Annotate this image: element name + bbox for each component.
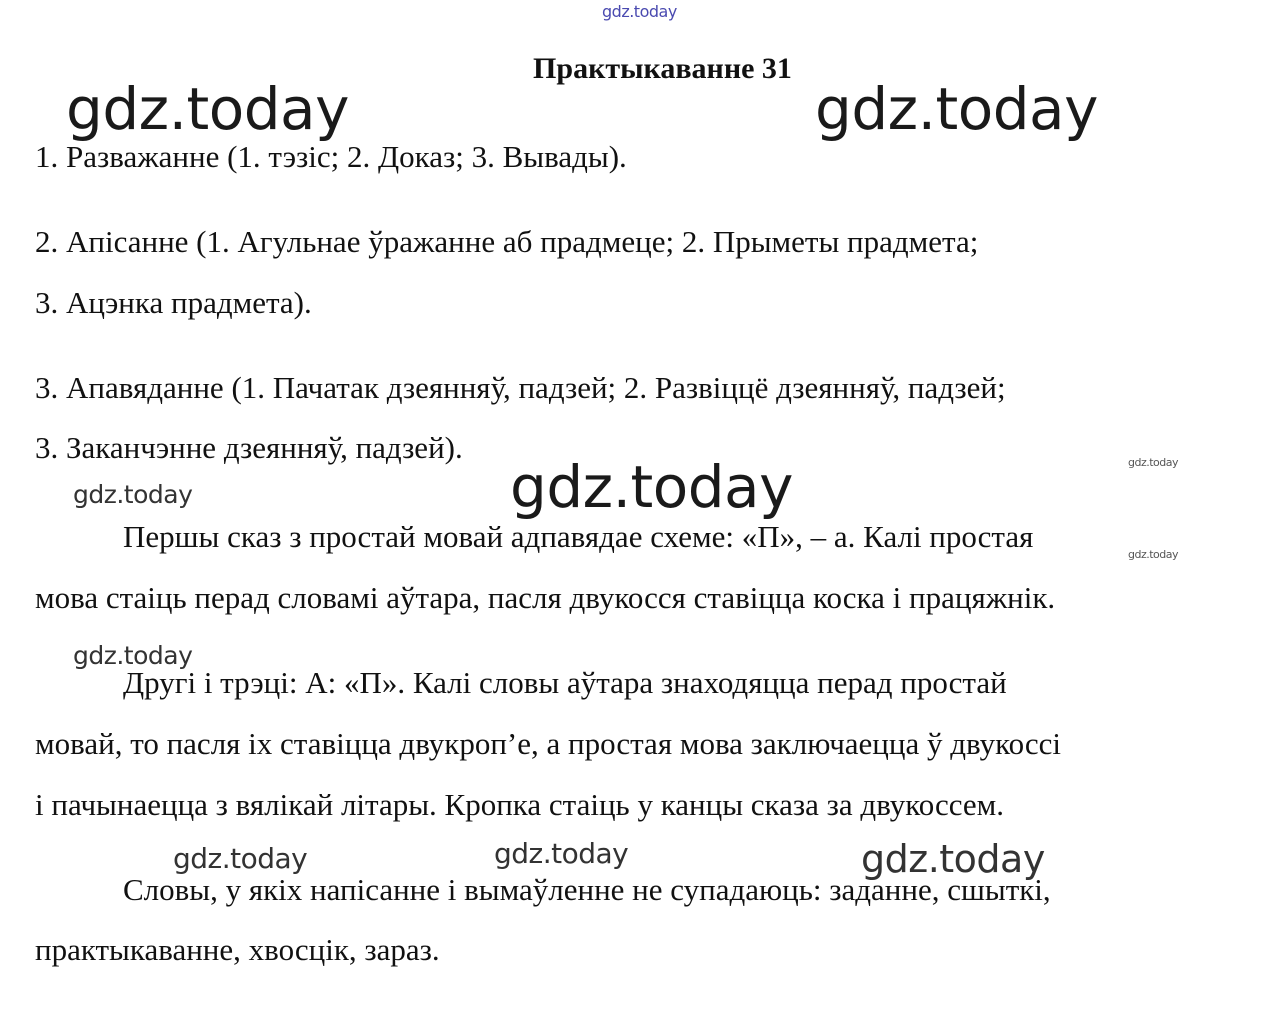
- text-line: мова стаіць перад словамі аўтара, пасля двукосся ставіцца коска і працяжнік.: [35, 580, 1056, 615]
- watermark: gdz.today: [602, 2, 677, 21]
- watermark: gdz.today: [510, 453, 793, 521]
- text-line: 3. Ацэнка прадмета).: [35, 285, 312, 320]
- text-line: і пачынаецца з вялікай літары. Кропка стаіць у канцы сказа за двукоссем.: [35, 787, 1005, 822]
- watermark: gdz.today: [494, 837, 629, 870]
- watermark: gdz.today: [66, 75, 349, 143]
- text-line: мовай, то пасля іх ставіцца двукроп’е, а простая мова заключаецца ў двукоссі: [35, 726, 1061, 761]
- watermark: gdz.today: [1128, 456, 1179, 469]
- text-line: Другі і трэці: А: «П». Калі словы аўтара знаходяцца перад простай: [123, 665, 1007, 700]
- text-line: Першы сказ з простай мовай адпавядае схеме: «П», – а. Калі простая: [123, 519, 1034, 554]
- text-line: 2. Апісанне (1. Агульнае ўражанне аб прадмеце; 2. Прыметы прадмета;: [35, 224, 979, 259]
- watermark: gdz.today: [73, 480, 193, 509]
- watermark: gdz.today: [861, 837, 1045, 881]
- watermark: gdz.today: [73, 641, 193, 670]
- text-line: 3. Заканчэнне дзеянняў, падзей).: [35, 430, 463, 465]
- text-line: 3. Апавяданне (1. Пачатак дзеянняў, падзей; 2. Развіццё дзеянняў, падзей;: [35, 370, 1006, 405]
- watermark: gdz.today: [815, 75, 1098, 143]
- text-line: практыкаванне, хвосцік, зараз.: [35, 932, 440, 967]
- text-line: Словы, у якіх напісанне і вымаўленне не супадаюць: заданне, сшыткі,: [123, 872, 1051, 907]
- text-line: 1. Разважанне (1. тэзіс; 2. Доказ; 3. Вывады).: [35, 139, 627, 174]
- page-title: Практыкаванне 31: [533, 52, 792, 85]
- watermark: gdz.today: [173, 842, 308, 875]
- watermark: gdz.today: [1128, 548, 1179, 561]
